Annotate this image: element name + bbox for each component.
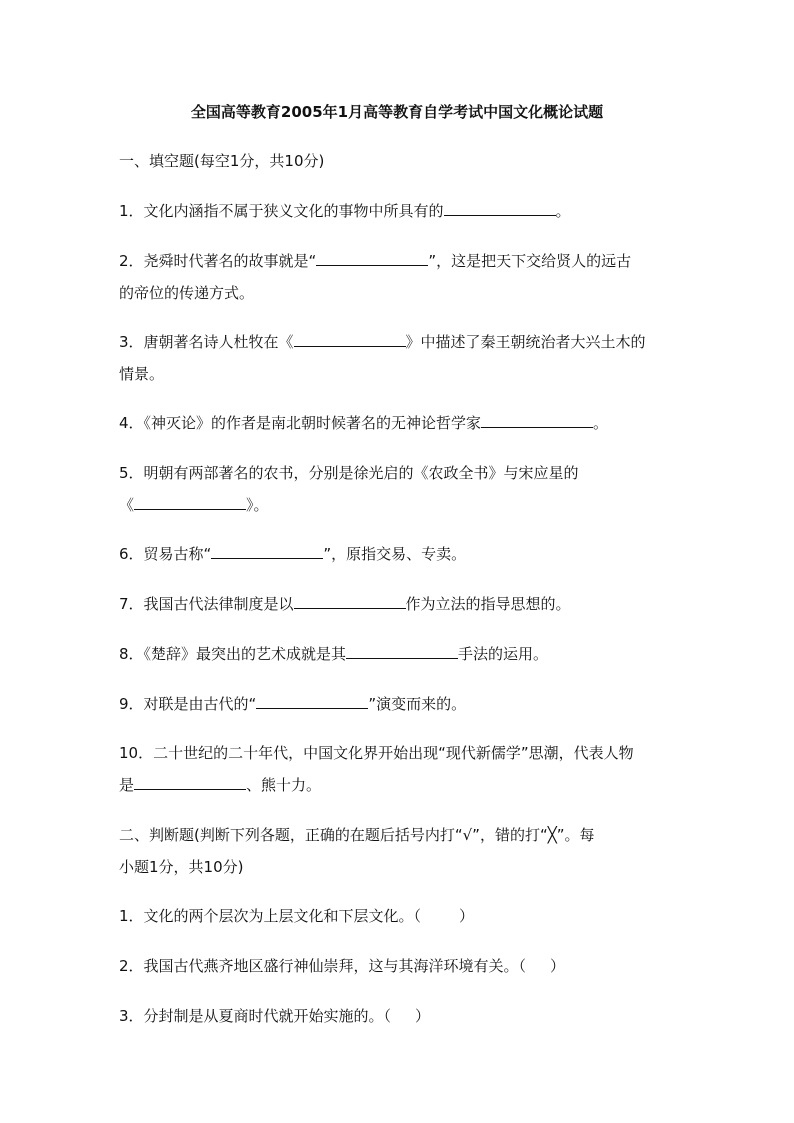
fill-question-8 bbox=[119, 644, 548, 664]
fill-question-7 bbox=[119, 594, 571, 614]
question-text: 手法的运用。 bbox=[458, 645, 549, 663]
fill-question-10: 10．二十世纪的二十年代，中国文化界开始出现“现代新儒学”思潮，代表人物 bbox=[119, 744, 634, 762]
fill-question-2-cont: 的帝位的传递方式。 bbox=[119, 284, 255, 302]
judge-question-3 bbox=[119, 1006, 430, 1026]
judge-question-1 bbox=[119, 906, 474, 926]
question-text: 7．我国古代法律制度是以 bbox=[119, 595, 294, 613]
question-text: 是 bbox=[119, 776, 135, 794]
question-text: ） bbox=[459, 907, 475, 925]
question-text: 、熊十力。 bbox=[246, 776, 322, 794]
answer-blank bbox=[346, 644, 458, 659]
answer-blank bbox=[211, 544, 323, 559]
fill-question-6 bbox=[119, 544, 466, 564]
question-text: 1．文化内涵指不属于狭义文化的事物中所具有的 bbox=[119, 202, 444, 220]
answer-blank bbox=[316, 251, 428, 266]
question-text: ”，原指交易、专卖。 bbox=[323, 545, 467, 563]
fill-question-2 bbox=[119, 251, 631, 271]
question-text: 6．贸易古称“ bbox=[119, 545, 212, 563]
section2-heading: 二、判断题(判断下列各题，正确的在题后括号内打“√”，错的打“╳”。每 bbox=[119, 826, 595, 844]
answer-blank bbox=[294, 594, 406, 609]
section1-heading: 一、填空题(每空1分，共10分) bbox=[119, 152, 325, 170]
answer-blank bbox=[481, 413, 593, 428]
question-text: ”，这是把天下交给贤人的远古 bbox=[428, 252, 632, 270]
answer-blank bbox=[256, 694, 368, 709]
fill-question-9 bbox=[119, 694, 466, 714]
question-text: 。 bbox=[555, 202, 571, 220]
question-text: 》中描述了秦王朝统治者大兴土木的 bbox=[405, 333, 646, 351]
fill-question-3-cont: 情景。 bbox=[119, 365, 165, 383]
question-text: 1．文化的两个层次为上层文化和下层文化。（ bbox=[119, 907, 422, 925]
question-text: 《 bbox=[119, 496, 135, 514]
fill-question-3 bbox=[119, 332, 646, 352]
answer-blank bbox=[294, 332, 406, 347]
answer-blank bbox=[444, 201, 556, 216]
judge-question-2 bbox=[119, 956, 565, 976]
question-text: 2．我国古代燕齐地区盛行神仙崇拜，这与其海洋环境有关。（ bbox=[119, 957, 527, 975]
question-text: 作为立法的指导思想的。 bbox=[405, 595, 571, 613]
fill-question-1 bbox=[119, 201, 571, 221]
fill-question-5-cont bbox=[119, 495, 269, 515]
question-text: ”演变而来的。 bbox=[368, 695, 467, 713]
section2-heading-cont: 小题1分，共10分) bbox=[119, 858, 244, 876]
answer-blank bbox=[134, 775, 246, 790]
question-text: ） bbox=[550, 957, 566, 975]
question-text: 9．对联是由古代的“ bbox=[119, 695, 257, 713]
question-text: 》。 bbox=[246, 496, 269, 514]
question-text: 8．《楚辞》最突出的艺术成就是其 bbox=[119, 645, 347, 663]
question-text: 4．《神灭论》的作者是南北朝时候著名的无神论哲学家 bbox=[119, 414, 482, 432]
fill-question-4 bbox=[119, 413, 608, 433]
question-text: 3．分封制是从夏商时代就开始实施的。（ bbox=[119, 1007, 392, 1025]
question-text: 。 bbox=[593, 414, 609, 432]
answer-blank bbox=[134, 495, 246, 510]
page-title: 全国高等教育2005年1月高等教育自学考试中国文化概论试题 bbox=[190, 103, 604, 121]
question-text: 2．尧舜时代著名的故事就是“ bbox=[119, 252, 317, 270]
question-text: 3．唐朝著名诗人杜牧在《 bbox=[119, 333, 294, 351]
fill-question-10-cont bbox=[119, 775, 321, 795]
question-text: ） bbox=[415, 1007, 431, 1025]
fill-question-5: 5．明朝有两部著名的农书，分别是徐光启的《农政全书》与宋应星的 bbox=[119, 464, 579, 482]
